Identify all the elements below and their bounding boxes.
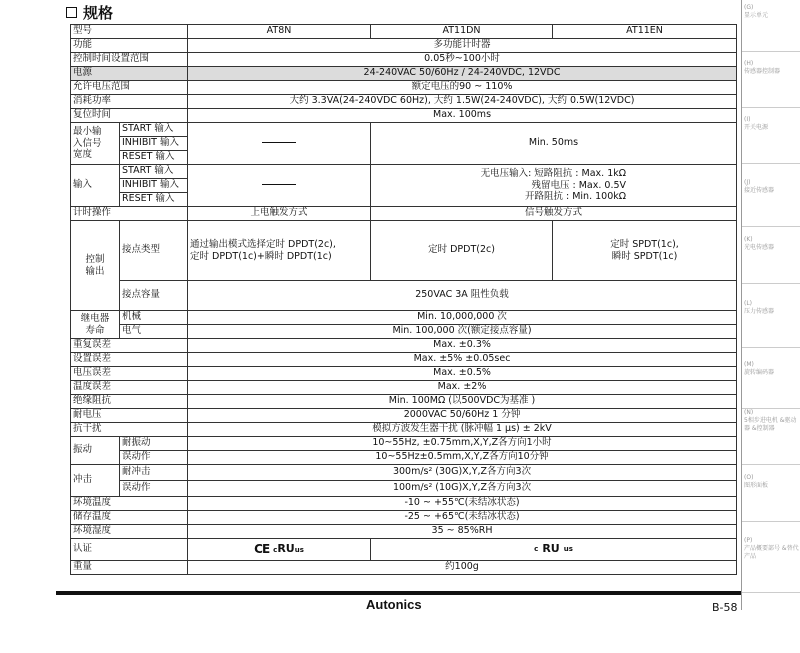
index-code: (G) — [744, 4, 754, 11]
side-index-item[interactable] — [742, 533, 800, 593]
index-code: (M) — [744, 361, 754, 368]
row-value: 0.05秒~100小时 — [188, 53, 737, 67]
ul-c: c — [534, 544, 539, 553]
sub-label: INHIBIT 输入 — [120, 137, 188, 151]
table-row — [71, 207, 737, 221]
row-label: 冲击 — [71, 465, 120, 497]
row-value: 100m/s² (10G)X,Y,Z各方向3次 — [188, 481, 737, 497]
row-value: Max. ±0.5% — [188, 367, 737, 381]
row-label: 重量 — [71, 561, 188, 575]
index-code: (P) — [744, 537, 753, 544]
row-value: Max. ±2% — [188, 381, 737, 395]
table-row — [71, 561, 737, 575]
row-label: 消耗功率 — [71, 95, 188, 109]
side-index-item[interactable] — [742, 296, 800, 348]
table-row — [71, 497, 737, 511]
not-applicable-dash — [188, 123, 371, 165]
sub-label: RESET 输入 — [120, 193, 188, 207]
side-index-item[interactable] — [742, 357, 800, 409]
table-row — [71, 367, 737, 381]
index-code: (O) — [744, 474, 754, 481]
table-row — [71, 465, 737, 481]
side-index-item[interactable] — [742, 0, 800, 52]
sub-label: INHIBIT 输入 — [120, 179, 188, 193]
value-line: 瞬时 SPDT(1c) — [611, 250, 678, 262]
ul-c: c — [273, 546, 278, 555]
label-line: 宽度 — [73, 149, 93, 161]
row-label: 温度误差 — [71, 381, 188, 395]
row-label: 认证 — [71, 539, 188, 561]
side-index-item[interactable] — [742, 405, 800, 465]
index-code: (N) — [744, 409, 754, 416]
index-code: (H) — [744, 60, 754, 67]
row-label: 重复误差 — [71, 339, 188, 353]
ul-us: us — [294, 546, 304, 555]
index-name: 传感器控制器 — [744, 67, 781, 75]
not-applicable-dash — [188, 165, 371, 207]
table-row — [71, 39, 737, 53]
table-row — [71, 81, 737, 95]
row-label: 绝缘阻抗 — [71, 395, 188, 409]
ul-mark-icon — [534, 543, 573, 555]
index-code: (J) — [744, 179, 751, 186]
row-value: 模拟方波发生器干扰 (脉冲幅 1 μs) ± 2kV — [188, 423, 737, 437]
row-value: Max. ±5% ±0.05sec — [188, 353, 737, 367]
row-value: 10~55Hz±0.5mm,X,Y,Z各方向10分钟 — [188, 451, 737, 465]
ce-mark-icon: CE — [254, 541, 270, 556]
ul-mark-icon — [273, 543, 304, 555]
row-value: 250VAC 3A 阻性负载 — [188, 281, 737, 311]
contact-type-at11en — [553, 221, 737, 281]
brand-logo: Autonics — [366, 597, 422, 612]
table-row — [71, 511, 737, 525]
row-value: 上电触发方式 — [188, 207, 371, 221]
label-line: 寿命 — [85, 324, 105, 336]
table-row — [71, 395, 737, 409]
side-index-item[interactable] — [742, 470, 800, 522]
row-label: 抗干扰 — [71, 423, 188, 437]
row-value: 24-240VAC 50/60Hz / 24-240VDC, 12VDC — [188, 67, 737, 81]
table-row — [71, 67, 737, 81]
row-value: -25 ~ +65℃(未结冰状态) — [188, 511, 737, 525]
table-row — [71, 53, 737, 67]
sub-label: 耐振动 — [120, 437, 188, 451]
label-line: 继电器 — [80, 313, 110, 325]
row-value: 大约 3.3VA(24-240VDC 60Hz), 大约 1.5W(24-240VDC), 大约 0.5W(12VDC) — [188, 95, 737, 109]
square-icon — [66, 7, 77, 18]
row-value: 2000VAC 50/60Hz 1 分钟 — [188, 409, 737, 423]
input-line: 开路阻抗 : Min. 100kΩ — [524, 191, 627, 203]
contact-type-at8n — [188, 221, 371, 281]
page-number: B-58 — [712, 601, 738, 614]
row-label: 控制时间设置范围 — [71, 53, 188, 67]
row-value: -10 ~ +55℃(未结冰状态) — [188, 497, 737, 511]
row-label: 电源 — [71, 67, 188, 81]
row-value: 额定电压的90 ~ 110% — [188, 81, 737, 95]
index-code: (K) — [744, 236, 753, 243]
sub-label: 机械 — [120, 311, 188, 325]
cert-at11 — [371, 539, 737, 561]
row-value: 多功能计时器 — [188, 39, 737, 53]
side-index-item[interactable] — [742, 56, 800, 108]
row-value: 约100g — [188, 561, 737, 575]
sub-label: 接点容量 — [120, 281, 188, 311]
value-line: 定时 SPDT(1c), — [610, 239, 679, 251]
row-label: 储存温度 — [71, 511, 188, 525]
ul-us: us — [563, 544, 573, 553]
cert-at8n — [188, 539, 371, 561]
ul-logo: RU — [542, 542, 560, 556]
table-row — [71, 123, 737, 137]
row-value: 10~55Hz, ±0.75mm,X,Y,Z各方向1小时 — [188, 437, 737, 451]
ul-logo: RU — [277, 542, 295, 556]
index-code: (L) — [744, 300, 753, 307]
table-row — [71, 381, 737, 395]
model-at8n: AT8N — [188, 25, 371, 39]
table-row — [71, 281, 737, 311]
sub-label: START 输入 — [120, 165, 188, 179]
row-label: 电压误差 — [71, 367, 188, 381]
table-row — [71, 165, 737, 179]
value-line: 定时 DPDT(1c)+瞬时 DPDT(1c) — [190, 250, 332, 262]
row-value: Min. 50ms — [371, 123, 737, 165]
input-spec — [371, 165, 737, 207]
row-value: Min. 100MΩ (以500VDC为基准 ) — [188, 395, 737, 409]
table-row — [71, 25, 737, 39]
model-at11en: AT11EN — [553, 25, 737, 39]
table-row — [71, 311, 737, 325]
index-name: 产品概要部号 &替代产品 — [744, 544, 799, 560]
table-row — [71, 339, 737, 353]
index-code: (I) — [744, 116, 751, 123]
index-name: 接近传感器 — [744, 186, 775, 194]
row-label: 允许电压范围 — [71, 81, 188, 95]
row-label: 输入 — [71, 165, 120, 207]
index-name: 5相步进电机 &驱动器 &控制器 — [744, 416, 797, 432]
table-row — [71, 221, 737, 281]
table-row — [71, 409, 737, 423]
side-index-item[interactable] — [742, 112, 800, 164]
row-value: Max. 100ms — [188, 109, 737, 123]
row-value: Max. ±0.3% — [188, 339, 737, 353]
index-name: 压力传感器 — [744, 307, 775, 315]
index-name: 图形面板 — [744, 481, 769, 489]
row-label: 功能 — [71, 39, 188, 53]
value-line: 通过输出模式选择定时 DPDT(2c), — [190, 239, 336, 251]
contact-type-at11dn: 定时 DPDT(2c) — [371, 221, 553, 281]
table-row — [71, 325, 737, 339]
table-row — [71, 423, 737, 437]
sub-label: 误动作 — [120, 481, 188, 497]
row-label: 环境温度 — [71, 497, 188, 511]
side-index-item[interactable] — [742, 175, 800, 227]
index-name: 旋转编码器 — [744, 368, 775, 376]
index-name: 显示单元 — [744, 11, 769, 19]
row-label: 环境湿度 — [71, 525, 188, 539]
side-index — [742, 0, 800, 610]
label-line: 最小输 — [73, 126, 102, 138]
sub-label: 电气 — [120, 325, 188, 339]
sub-label: 耐冲击 — [120, 465, 188, 481]
table-row — [71, 109, 737, 123]
table-row — [71, 525, 737, 539]
sub-label: 误动作 — [120, 451, 188, 465]
row-value: 35 ~ 85%RH — [188, 525, 737, 539]
model-at11dn: AT11DN — [371, 25, 553, 39]
label-line: 控制 — [85, 254, 105, 266]
row-value: Min. 100,000 次(额定接点容量) — [188, 325, 737, 339]
side-index-item[interactable] — [742, 232, 800, 284]
section-title — [66, 2, 113, 23]
row-label — [71, 311, 120, 339]
row-label: 振动 — [71, 437, 120, 465]
table-row — [71, 353, 737, 367]
input-line: 无电压输入: 短路阻抗 : Max. 1kΩ — [480, 167, 627, 179]
footer-divider — [56, 591, 742, 595]
spec-table — [70, 24, 737, 575]
label-line: 入信号 — [73, 137, 102, 149]
sub-label: START 输入 — [120, 123, 188, 137]
row-value: 信号触发方式 — [371, 207, 737, 221]
sub-label: RESET 输入 — [120, 151, 188, 165]
row-label — [71, 123, 120, 165]
sub-label: 接点类型 — [120, 221, 188, 281]
row-label: 设置误差 — [71, 353, 188, 367]
table-row — [71, 481, 737, 497]
cert-marks — [254, 543, 304, 556]
index-name: 开关电源 — [744, 123, 769, 131]
row-label: 耐电压 — [71, 409, 188, 423]
table-row — [71, 95, 737, 109]
table-row — [71, 539, 737, 561]
row-label: 型号 — [71, 25, 188, 39]
label-line: 输出 — [85, 265, 105, 277]
section-title-text: 规格 — [83, 4, 114, 22]
row-label — [71, 221, 120, 311]
table-row — [71, 451, 737, 465]
row-value: Min. 10,000,000 次 — [188, 311, 737, 325]
row-label: 计时操作 — [71, 207, 188, 221]
index-name: 光电传感器 — [744, 243, 775, 251]
table-row — [71, 437, 737, 451]
row-label: 复位时间 — [71, 109, 188, 123]
input-line: 残留电压 : Max. 0.5V — [531, 179, 627, 191]
row-value: 300m/s² (30G)X,Y,Z各方向3次 — [188, 465, 737, 481]
